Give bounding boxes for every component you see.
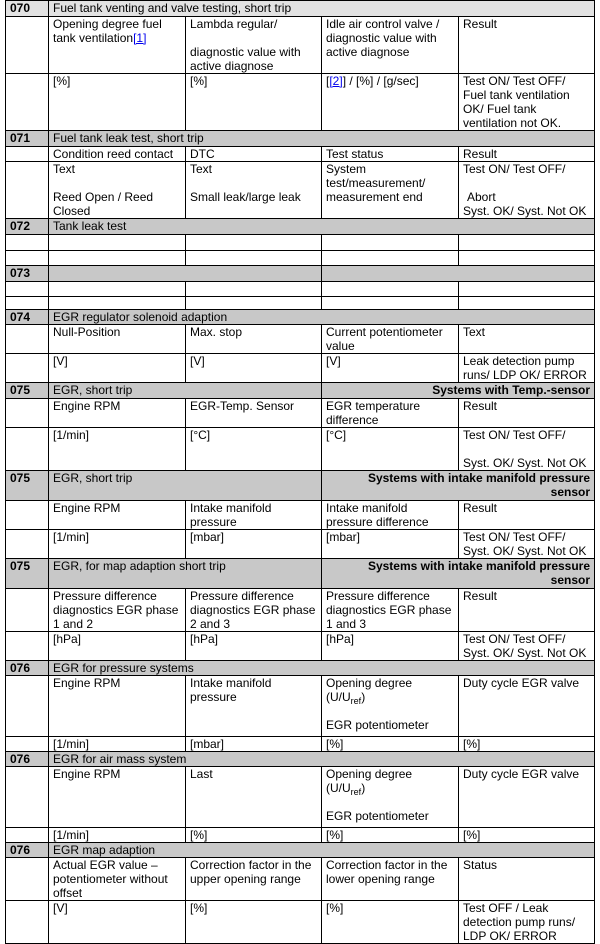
unit-cell: [459, 428, 595, 471]
block-title: EGR, for map adaption short trip: [49, 559, 322, 589]
footnote-link-1[interactable]: [1]: [133, 31, 147, 45]
header-row: [6, 325, 595, 354]
empty-cell: [6, 828, 49, 843]
unit-cell: [1/min]: [49, 428, 186, 471]
header-text: Opening degree fuel tank ventilation: [53, 17, 162, 45]
column-header: Duty cycle EGR valve: [459, 767, 595, 828]
block-title: Fuel tank venting and valve testing, short trip: [49, 1, 595, 17]
footnote-link-2[interactable]: [2]: [329, 74, 343, 88]
unit-cell: [%]: [186, 828, 322, 843]
block-note: [322, 266, 595, 282]
unit-cell: [%]: [322, 828, 459, 843]
block-title: EGR map adaption: [49, 843, 595, 858]
block-number: 070: [6, 1, 49, 17]
column-header: Test status: [322, 147, 459, 162]
unit-line: Test ON/ Test OFF/: [463, 428, 566, 442]
unit-row: [6, 632, 595, 661]
column-header: Engine RPM: [49, 501, 186, 530]
empty-cell: [6, 676, 49, 737]
value-line: Small leak/large leak: [190, 190, 301, 204]
value-line: Syst. OK/ Syst. Not OK: [463, 204, 587, 218]
parameter-table: [5, 0, 595, 944]
block-header: [6, 131, 595, 147]
column-header: EGR-Temp. Sensor: [186, 399, 322, 428]
column-header: Pressure difference diagnostics EGR phase 1 and 2: [49, 589, 186, 632]
column-header: [322, 767, 459, 828]
empty-row: [6, 297, 595, 310]
column-header: Intake manifold pressure: [186, 676, 322, 737]
block-number: 073: [6, 266, 49, 282]
bracket: ]: [342, 74, 347, 88]
unit-cell: [mbar]: [186, 737, 322, 752]
unit-cell: [1/min]: [49, 737, 186, 752]
value-cell: [459, 162, 595, 219]
unit-row: [6, 74, 595, 131]
empty-cell: [6, 399, 49, 428]
column-header: [186, 17, 322, 74]
block-number: 075: [6, 559, 49, 589]
column-header: Correction factor in the lower opening range: [322, 858, 459, 901]
block-header: [6, 310, 595, 325]
unit-cell: Test OFF / Leak detection pump runs/ LDP OK/ ERROR: [459, 901, 595, 944]
block-note: Systems with Temp.-sensor: [322, 383, 595, 399]
block-header: [6, 383, 595, 399]
unit-cell: [%]: [322, 901, 459, 944]
unit-cell: [V]: [322, 354, 459, 383]
column-header: Engine RPM: [49, 767, 186, 828]
column-header: Engine RPM: [49, 676, 186, 737]
empty-cell: [6, 901, 49, 944]
block-number: 074: [6, 310, 49, 325]
header-text-line3: EGR potentiometer: [326, 809, 429, 823]
value-line: Abort: [467, 190, 496, 204]
empty-cell: [6, 530, 49, 559]
empty-row: [6, 235, 595, 251]
unit-cell: [%]: [459, 737, 595, 752]
header-row: [6, 399, 595, 428]
unit-cell: [322, 74, 459, 131]
column-header: Result: [459, 17, 595, 74]
empty-row: [6, 282, 595, 297]
header-text: Lambda regular/: [190, 17, 278, 31]
column-header: Result: [459, 147, 595, 162]
unit-cell: Leak detection pump runs/ LDP OK/ ERROR: [459, 354, 595, 383]
value-row: [6, 162, 595, 219]
column-header: Intake manifold pressure: [186, 501, 322, 530]
unit-cell: [hPa]: [186, 632, 322, 661]
value-line: Reed Open / Reed Closed: [53, 190, 154, 218]
empty-cell: [6, 589, 49, 632]
unit-row: [6, 530, 595, 559]
formula: (U/U: [326, 781, 351, 795]
empty-cell: [6, 737, 49, 752]
column-header: Result: [459, 501, 595, 530]
column-header: Correction factor in the upper opening range: [186, 858, 322, 901]
column-header: EGR temperature difference: [322, 399, 459, 428]
empty-cell: [6, 162, 49, 219]
block-header: [6, 219, 595, 235]
block-title: EGR for pressure systems: [49, 661, 595, 676]
unit-row: [6, 428, 595, 471]
column-header: Condition reed contact: [49, 147, 186, 162]
empty-cell: [6, 858, 49, 901]
column-header: [322, 676, 459, 737]
empty-cell: [6, 354, 49, 383]
block-number: 076: [6, 661, 49, 676]
unit-cell: [1/min]: [49, 828, 186, 843]
header-row: [6, 589, 595, 632]
block-title: EGR regulator solenoid adaption: [49, 310, 595, 325]
column-header: Null-Position: [49, 325, 186, 354]
block-number: 076: [6, 752, 49, 767]
value-cell: [186, 162, 322, 219]
block-title: Fuel tank leak test, short trip: [49, 131, 595, 147]
block-title: EGR, short trip: [49, 383, 322, 399]
unit-cell: [V]: [49, 354, 186, 383]
unit-text: / [%] / [g/sec]: [349, 74, 419, 88]
column-header: Max. stop: [186, 325, 322, 354]
column-header: [49, 17, 186, 74]
column-header: Status: [459, 858, 595, 901]
formula: ): [361, 690, 366, 704]
unit-cell: [V]: [186, 354, 322, 383]
empty-cell: [6, 147, 49, 162]
column-header: Intake manifold pressure difference: [322, 501, 459, 530]
header-text-line3: EGR potentiometer: [326, 718, 429, 732]
column-header: Last: [186, 767, 322, 828]
empty-cell: [6, 428, 49, 471]
unit-cell: [%]: [186, 901, 322, 944]
block-number: 072: [6, 219, 49, 235]
unit-cell: [mbar]: [186, 530, 322, 559]
header-row: [6, 501, 595, 530]
block-title: EGR for air mass system: [49, 752, 595, 767]
column-header: Engine RPM: [49, 399, 186, 428]
block-header: [6, 752, 595, 767]
unit-cell: [%]: [49, 74, 186, 131]
column-header: Pressure difference diagnostics EGR phase 1 and 3: [322, 589, 459, 632]
unit-cell: Test ON/ Test OFF/ Syst. OK/ Syst. Not OK: [459, 632, 595, 661]
block-header: [6, 661, 595, 676]
header-row: [6, 858, 595, 901]
column-header: Pressure difference diagnostics EGR phase 2 and 3: [186, 589, 322, 632]
unit-cell: [°C]: [186, 428, 322, 471]
value-line: Text: [190, 162, 213, 176]
block-number: 075: [6, 383, 49, 399]
empty-cell: [6, 501, 49, 530]
formula-subscript: ref: [350, 696, 362, 706]
column-header: Result: [459, 589, 595, 632]
header-row: [6, 767, 595, 828]
unit-row: [6, 828, 595, 843]
unit-row: [6, 737, 595, 752]
block-number: 075: [6, 471, 49, 501]
column-header: Idle air control valve / diagnostic value with active diagnose: [322, 17, 459, 74]
block-header: [6, 843, 595, 858]
formula-subscript: ref: [350, 787, 362, 797]
unit-cell: [hPa]: [49, 632, 186, 661]
column-header: Result: [459, 399, 595, 428]
block-number: 071: [6, 131, 49, 147]
empty-cell: [6, 74, 49, 131]
column-header: Actual EGR value – potentiometer without offset: [49, 858, 186, 901]
empty-cell: [6, 17, 49, 74]
unit-cell: Test ON/ Test OFF/ Syst. OK/ Syst. Not OK: [459, 530, 595, 559]
unit-cell: Test ON/ Test OFF/ Fuel tank ventilation OK/ Fuel tank ventilation not OK.: [459, 74, 595, 131]
unit-cell: [1/min]: [49, 530, 186, 559]
value-cell: System test/measurement/ measurement end: [322, 162, 459, 219]
column-header: Current potentiometer value: [322, 325, 459, 354]
block-header: [6, 266, 595, 282]
block-number: 076: [6, 843, 49, 858]
empty-cell: [6, 767, 49, 828]
unit-cell: [%]: [186, 74, 322, 131]
block-title: [49, 266, 322, 282]
empty-cell: [6, 632, 49, 661]
formula: ): [361, 781, 366, 795]
column-header: Text: [459, 325, 595, 354]
unit-cell: [hPa]: [322, 632, 459, 661]
column-header: Duty cycle EGR valve: [459, 676, 595, 737]
block-title: EGR, short trip: [49, 471, 322, 501]
header-text-line2: diagnostic value with active diagnose: [190, 45, 301, 73]
header-row: [6, 17, 595, 74]
block-note: Systems with intake manifold pressure sensor: [322, 471, 595, 501]
value-cell: [49, 162, 186, 219]
unit-cell: [mbar]: [322, 530, 459, 559]
value-line: Text: [53, 162, 76, 176]
empty-cell: [6, 325, 49, 354]
unit-cell: [°C]: [322, 428, 459, 471]
header-row: [6, 147, 595, 162]
empty-row: [6, 251, 595, 266]
unit-row: [6, 901, 595, 944]
bracket: [: [326, 74, 330, 88]
unit-cell: [%]: [322, 737, 459, 752]
formula: (U/U: [326, 690, 351, 704]
block-header: [6, 559, 595, 589]
unit-row: [6, 354, 595, 383]
header-text: Opening degree: [326, 767, 413, 781]
unit-cell: [V]: [49, 901, 186, 944]
unit-line: Syst. OK/ Syst. Not OK: [463, 456, 587, 470]
value-line: Test ON/ Test OFF/: [463, 162, 566, 176]
block-header: [6, 471, 595, 501]
column-header: DTC: [186, 147, 322, 162]
block-note: Systems with intake manifold pressure sensor: [322, 559, 595, 589]
block-header: [6, 1, 595, 17]
block-title: Tank leak test: [49, 219, 595, 235]
unit-cell: [%]: [459, 828, 595, 843]
header-text: Opening degree: [326, 676, 413, 690]
header-row: [6, 676, 595, 737]
